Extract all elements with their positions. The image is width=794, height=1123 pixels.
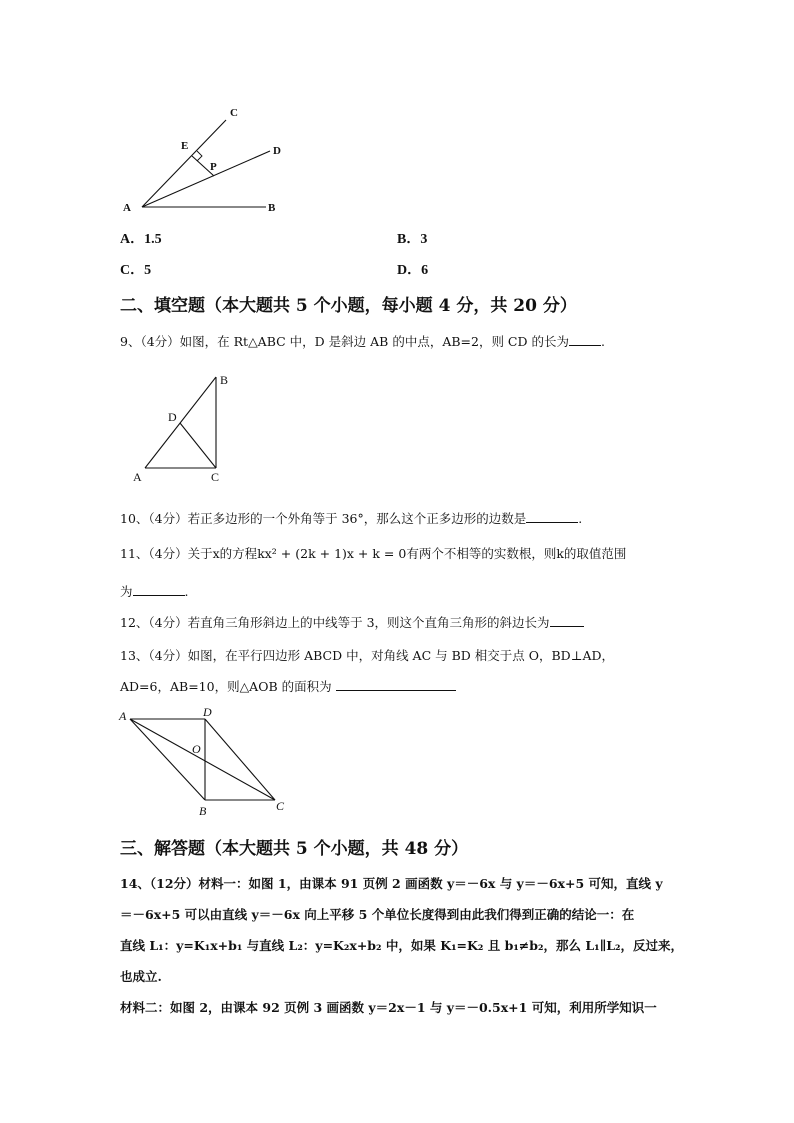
question-10 — [120, 509, 582, 527]
question-13-line2: AD=6，AB=10，则△AOB 的面积为 — [120, 679, 332, 694]
label-d: D — [273, 145, 281, 157]
question-11-k: k — [556, 546, 564, 561]
diagonal-ac — [130, 719, 275, 800]
question-11-line-1 — [120, 544, 626, 562]
question-11-end: . — [184, 584, 189, 599]
question-13-blank[interactable] — [336, 679, 456, 691]
label-d: D — [168, 410, 177, 424]
label-c: C — [276, 799, 285, 813]
option-b[interactable]: B．3 — [397, 232, 428, 247]
label-b: B — [199, 804, 207, 816]
question-11-post: 有两个不相等的实数根，则 — [406, 546, 557, 561]
question-14-line-1: 14、（12分）材料一：如图 1，由课本 91 页例 2 画函数 y＝－6x 与 y＝－6x+5 可知，直线 y — [120, 876, 663, 891]
question-10-text: 10、（4分）若正多边形的一个外角等于 36°，那么这个正多边形的边数是 — [120, 511, 527, 526]
label-a: A — [119, 709, 127, 723]
label-o: O — [192, 742, 201, 756]
question-12-blank[interactable] — [550, 615, 584, 627]
section-2-title: 二、填空题（本大题共 5 个小题，每小题 4 分，共 20 分） — [120, 296, 577, 316]
label-a: A — [133, 470, 142, 484]
question-11-blank[interactable] — [133, 584, 185, 596]
label-a: A — [123, 202, 131, 214]
question-10-end: . — [578, 511, 583, 526]
question-13-line-2 — [120, 677, 456, 695]
label-c: C — [211, 470, 220, 484]
question-12 — [120, 613, 584, 631]
question-12-text: 12、（4分）若直角三角形斜边上的中线等于 3，则这个直角三角形的斜边长为 — [120, 615, 550, 630]
question-9-text: 9、（4分）如图，在 Rt△ABC 中，D 是斜边 AB 的中点，AB=2，则 CD 的长为 — [120, 334, 569, 349]
question-14-line-3: 直线 L₁：y=K₁x+b₁ 与直线 L₂：y=K₂x+b₂ 中，如果 K₁=K₂ 且 b₁≠b₂，那么 L₁∥L₂，反过来， — [120, 938, 683, 953]
question-14-line-4: 也成立. — [120, 969, 162, 984]
right-angle-mark — [197, 151, 202, 161]
option-c[interactable]: C．5 — [120, 263, 152, 278]
angle-figure — [118, 100, 298, 215]
label-b: B — [220, 373, 229, 387]
question-9 — [120, 332, 605, 350]
option-d[interactable]: D．6 — [397, 263, 429, 278]
label-d: D — [203, 705, 212, 719]
segment-ab — [130, 719, 205, 800]
question-11-line2: 为 — [120, 584, 133, 599]
label-c: C — [230, 107, 238, 119]
section-3-title: 三、解答题（本大题共 5 个小题，共 48 分） — [120, 839, 469, 859]
label-e: E — [181, 140, 189, 152]
question-11-tail: 的取值范围 — [563, 546, 627, 561]
question-11-equation: kx² + (2k + 1)x + k = 0 — [257, 546, 407, 561]
segment-cd — [180, 423, 216, 468]
question-11-line-2 — [120, 582, 189, 600]
option-a[interactable]: A．1.5 — [120, 232, 162, 247]
question-9-end: . — [601, 334, 605, 349]
question-11-var: x — [212, 546, 220, 561]
question-11-mid: 的方程 — [219, 546, 258, 561]
question-14-line-5: 材料二：如图 2，由课本 92 页例 3 画函数 y＝2x－1 与 y＝－0.5x+1 可知，利用所学知识一 — [120, 1000, 657, 1015]
question-13-line-1: 13、（4分）如图，在平行四边形 ABCD 中，对角线 AC 与 BD 相交于点 O，BD⊥AD， — [120, 648, 615, 663]
parallelogram-figure — [114, 704, 294, 816]
segment-dc — [205, 719, 275, 800]
question-14-line-2: ＝－6x+5 可以由直线 y＝－6x 向上平移 5 个单位长度得到由此我们得到正确的结论一：在 — [120, 907, 635, 922]
question-11-pre: 11、（4分）关于 — [120, 546, 213, 561]
question-10-blank[interactable] — [526, 511, 578, 523]
question-9-blank[interactable] — [569, 334, 601, 346]
ray-ad — [142, 151, 270, 207]
label-p: P — [210, 161, 217, 173]
label-b: B — [268, 202, 276, 214]
triangle-figure — [128, 370, 238, 485]
